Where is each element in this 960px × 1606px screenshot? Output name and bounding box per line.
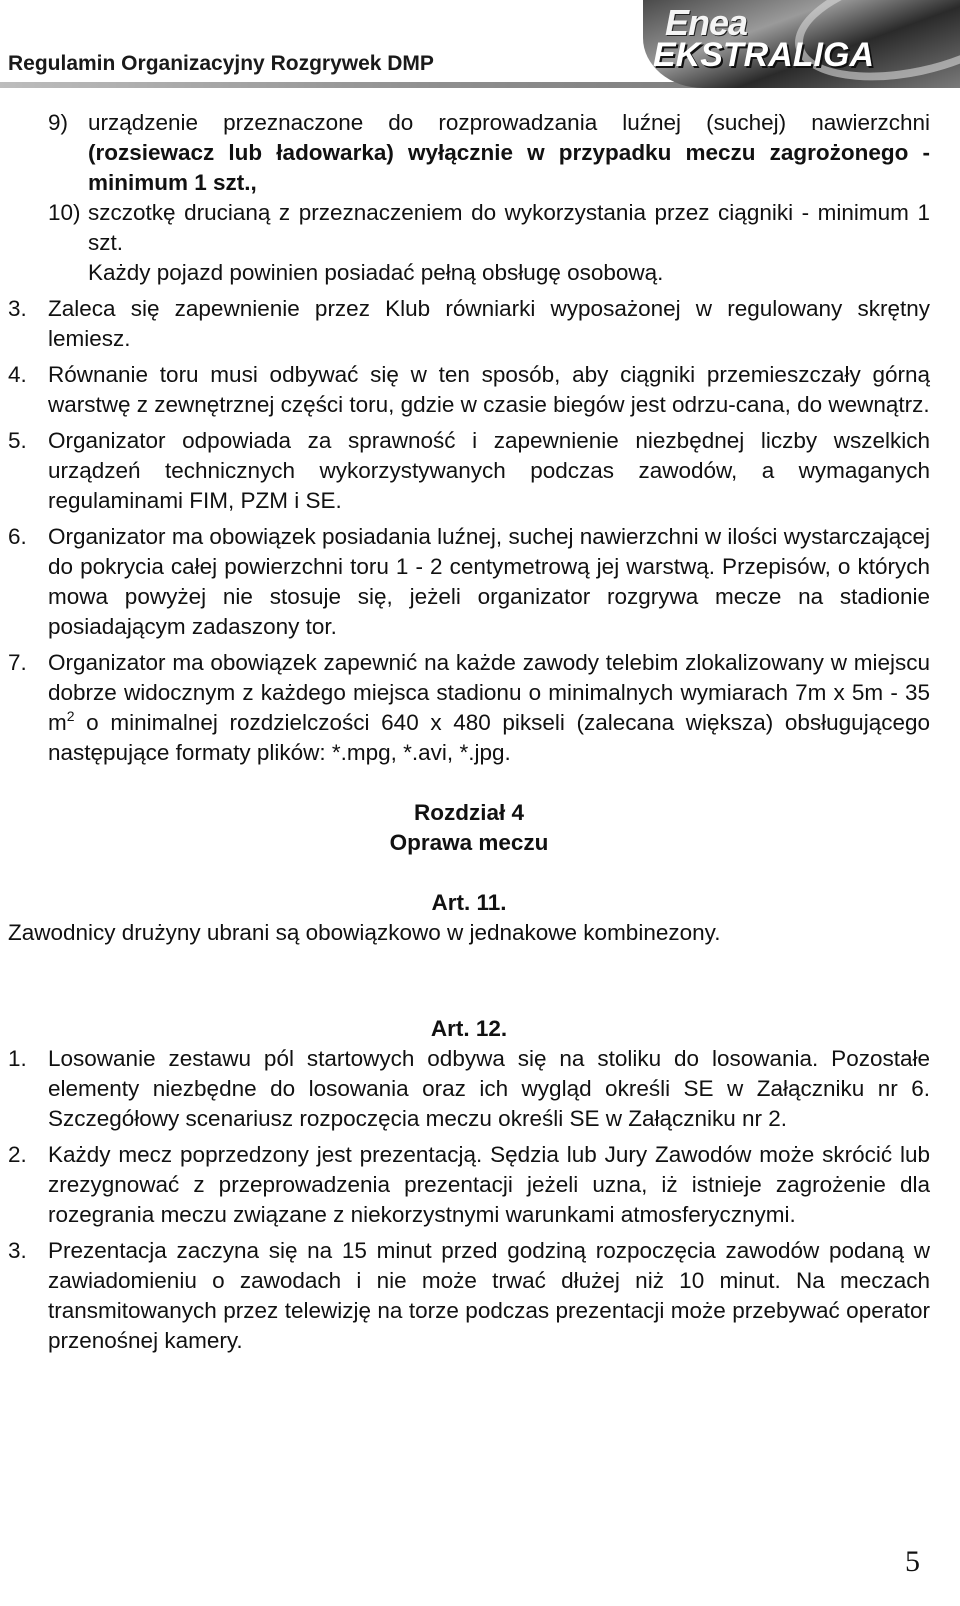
article-11-text: Zawodnicy drużyny ubrani są obowiązkowo w jednakowe kombinezony. <box>8 920 721 945</box>
list-item-tail: - minimum 1 szt., <box>88 140 930 195</box>
point-text: Każdy mecz poprzedzony jest prezentacją. Sędzia lub Jury Zawodów może skrócić lub zrezygnować z przeprowadzenia prezentacji jeżeli uzna, iż istnieje zagrożenie dla rozegrania meczu związane z niekorzystnymi warunkami atmosferycznymi. <box>48 1142 930 1227</box>
point-text: Organizator odpowiada za sprawność i zapewnienie niezbędnej liczby wszelkich urządzeń technicznych wykorzystywanych podczas zawodów, a wymaganych regulaminami FIM, PZM i SE. <box>48 428 930 513</box>
point-text: Organizator ma obowiązek posiadania luźnej, suchej nawierzchni w ilości wystarczającej do pokrycia całej powierzchni toru 1 - 2 centymetrową jej warstwą. Przepisów, o których mowa powyżej nie stosuje się, jeżeli organizator rozgrywa mecze na stadionie posiadającym zadaszony tor. <box>48 524 930 639</box>
list-item-number: 10) <box>48 200 81 225</box>
staff-note: Każdy pojazd powinien posiadać pełną obsługę osobową. <box>88 260 664 285</box>
chapter-heading <box>8 798 930 858</box>
point-item <box>8 426 930 516</box>
point-number: 3. <box>8 296 27 321</box>
logo-text-ekstraliga: EKSTRALIGA <box>653 36 874 74</box>
list-item-text: urządzenie przeznaczone do rozprowadzania luźnej (suchej) nawierzchni (rozsiewacz lub ładowarka) wyłącznie w przypadku meczu zagrożonego - minimum 1 szt., <box>88 110 930 195</box>
list-item-text: szczotkę drucianą z przeznaczeniem do wykorzystania przez ciągniki - minimum 1 szt. <box>88 200 930 255</box>
point-number: 5. <box>8 428 27 453</box>
logo-text-enea: Enea <box>665 2 748 43</box>
point-number: 7. <box>8 650 27 675</box>
point-number: 1. <box>8 1046 27 1071</box>
point-number: 6. <box>8 524 27 549</box>
point-text: Losowanie zestawu pól startowych odbywa się na stoliku do losowania. Pozostałe elementy niezbędne do losowania oraz ich wygląd określi SE w Załączniku nr 6. Szczegółowy scenariusz rozpoczęcia meczu określi SE w Załączniku nr 2. <box>48 1046 930 1131</box>
point-item <box>8 360 930 420</box>
chapter-number: Rozdział 4 <box>413 800 525 825</box>
point-item <box>8 294 930 354</box>
point-item <box>8 1044 930 1134</box>
page-number: 5 <box>905 1545 920 1578</box>
chapter-title: Oprawa meczu <box>389 830 549 855</box>
article-11-title: Art. 11. <box>431 890 507 915</box>
point-text: Zaleca się zapewnienie przez Klub równiarki wyposażonej w regulowany skrętny lemiesz. <box>48 296 930 351</box>
point-number: 3. <box>8 1238 27 1263</box>
point-text: Prezentacja zaczyna się na 15 minut przed godziną rozpoczęcia zawodów podaną w zawiadomieniu o zawodach i nie może trwać dłużej niż 10 minut. Na meczach transmitowanych przez telewizję na torze podczas prezentacji może przebywać operator przenośnej kamery. <box>48 1238 930 1353</box>
point-item <box>8 648 930 768</box>
point-number: 4. <box>8 362 27 387</box>
point-text: Równanie toru musi odbywać się w ten sposób, aby ciągniki przemieszczały górną warstwę z zewnętrznej części toru, gdzie w czasie biegów jest odrzu-cana, do wewnątrz. <box>48 362 930 417</box>
document-body <box>8 108 930 1362</box>
page-header <box>0 0 960 100</box>
point-number: 2. <box>8 1142 27 1167</box>
article-12-title: Art. 12. <box>430 1016 508 1041</box>
superscript: 2 <box>66 708 75 724</box>
point-item <box>8 522 930 642</box>
list-item <box>48 198 930 258</box>
bold-emphasis: (rozsiewacz lub ładowarka) wyłącznie w przypadku meczu zagrożonego <box>88 140 909 165</box>
point-item <box>8 1140 930 1230</box>
point-text: Organizator ma obowiązek zapewnić na każde zawody telebim zlokalizowany w miejscu dobrze widocznym z każdego miejsca stadionu o minimalnych wymiarach 7m x 5m - 35 $m^2$ o minimalnej rozdzielczości 640 x 480 pikseli (zalecana większa) obsługującego następujące formaty plików: *.mpg, *.avi, *.jpg. <box>48 650 930 765</box>
list-item-number: 9) <box>48 110 69 135</box>
document-title: Regulamin Organizacyjny Rozgrywek DMP <box>8 52 434 75</box>
enea-ekstraliga-logo <box>643 0 960 88</box>
list-item <box>48 108 930 198</box>
point-item <box>8 1236 930 1356</box>
